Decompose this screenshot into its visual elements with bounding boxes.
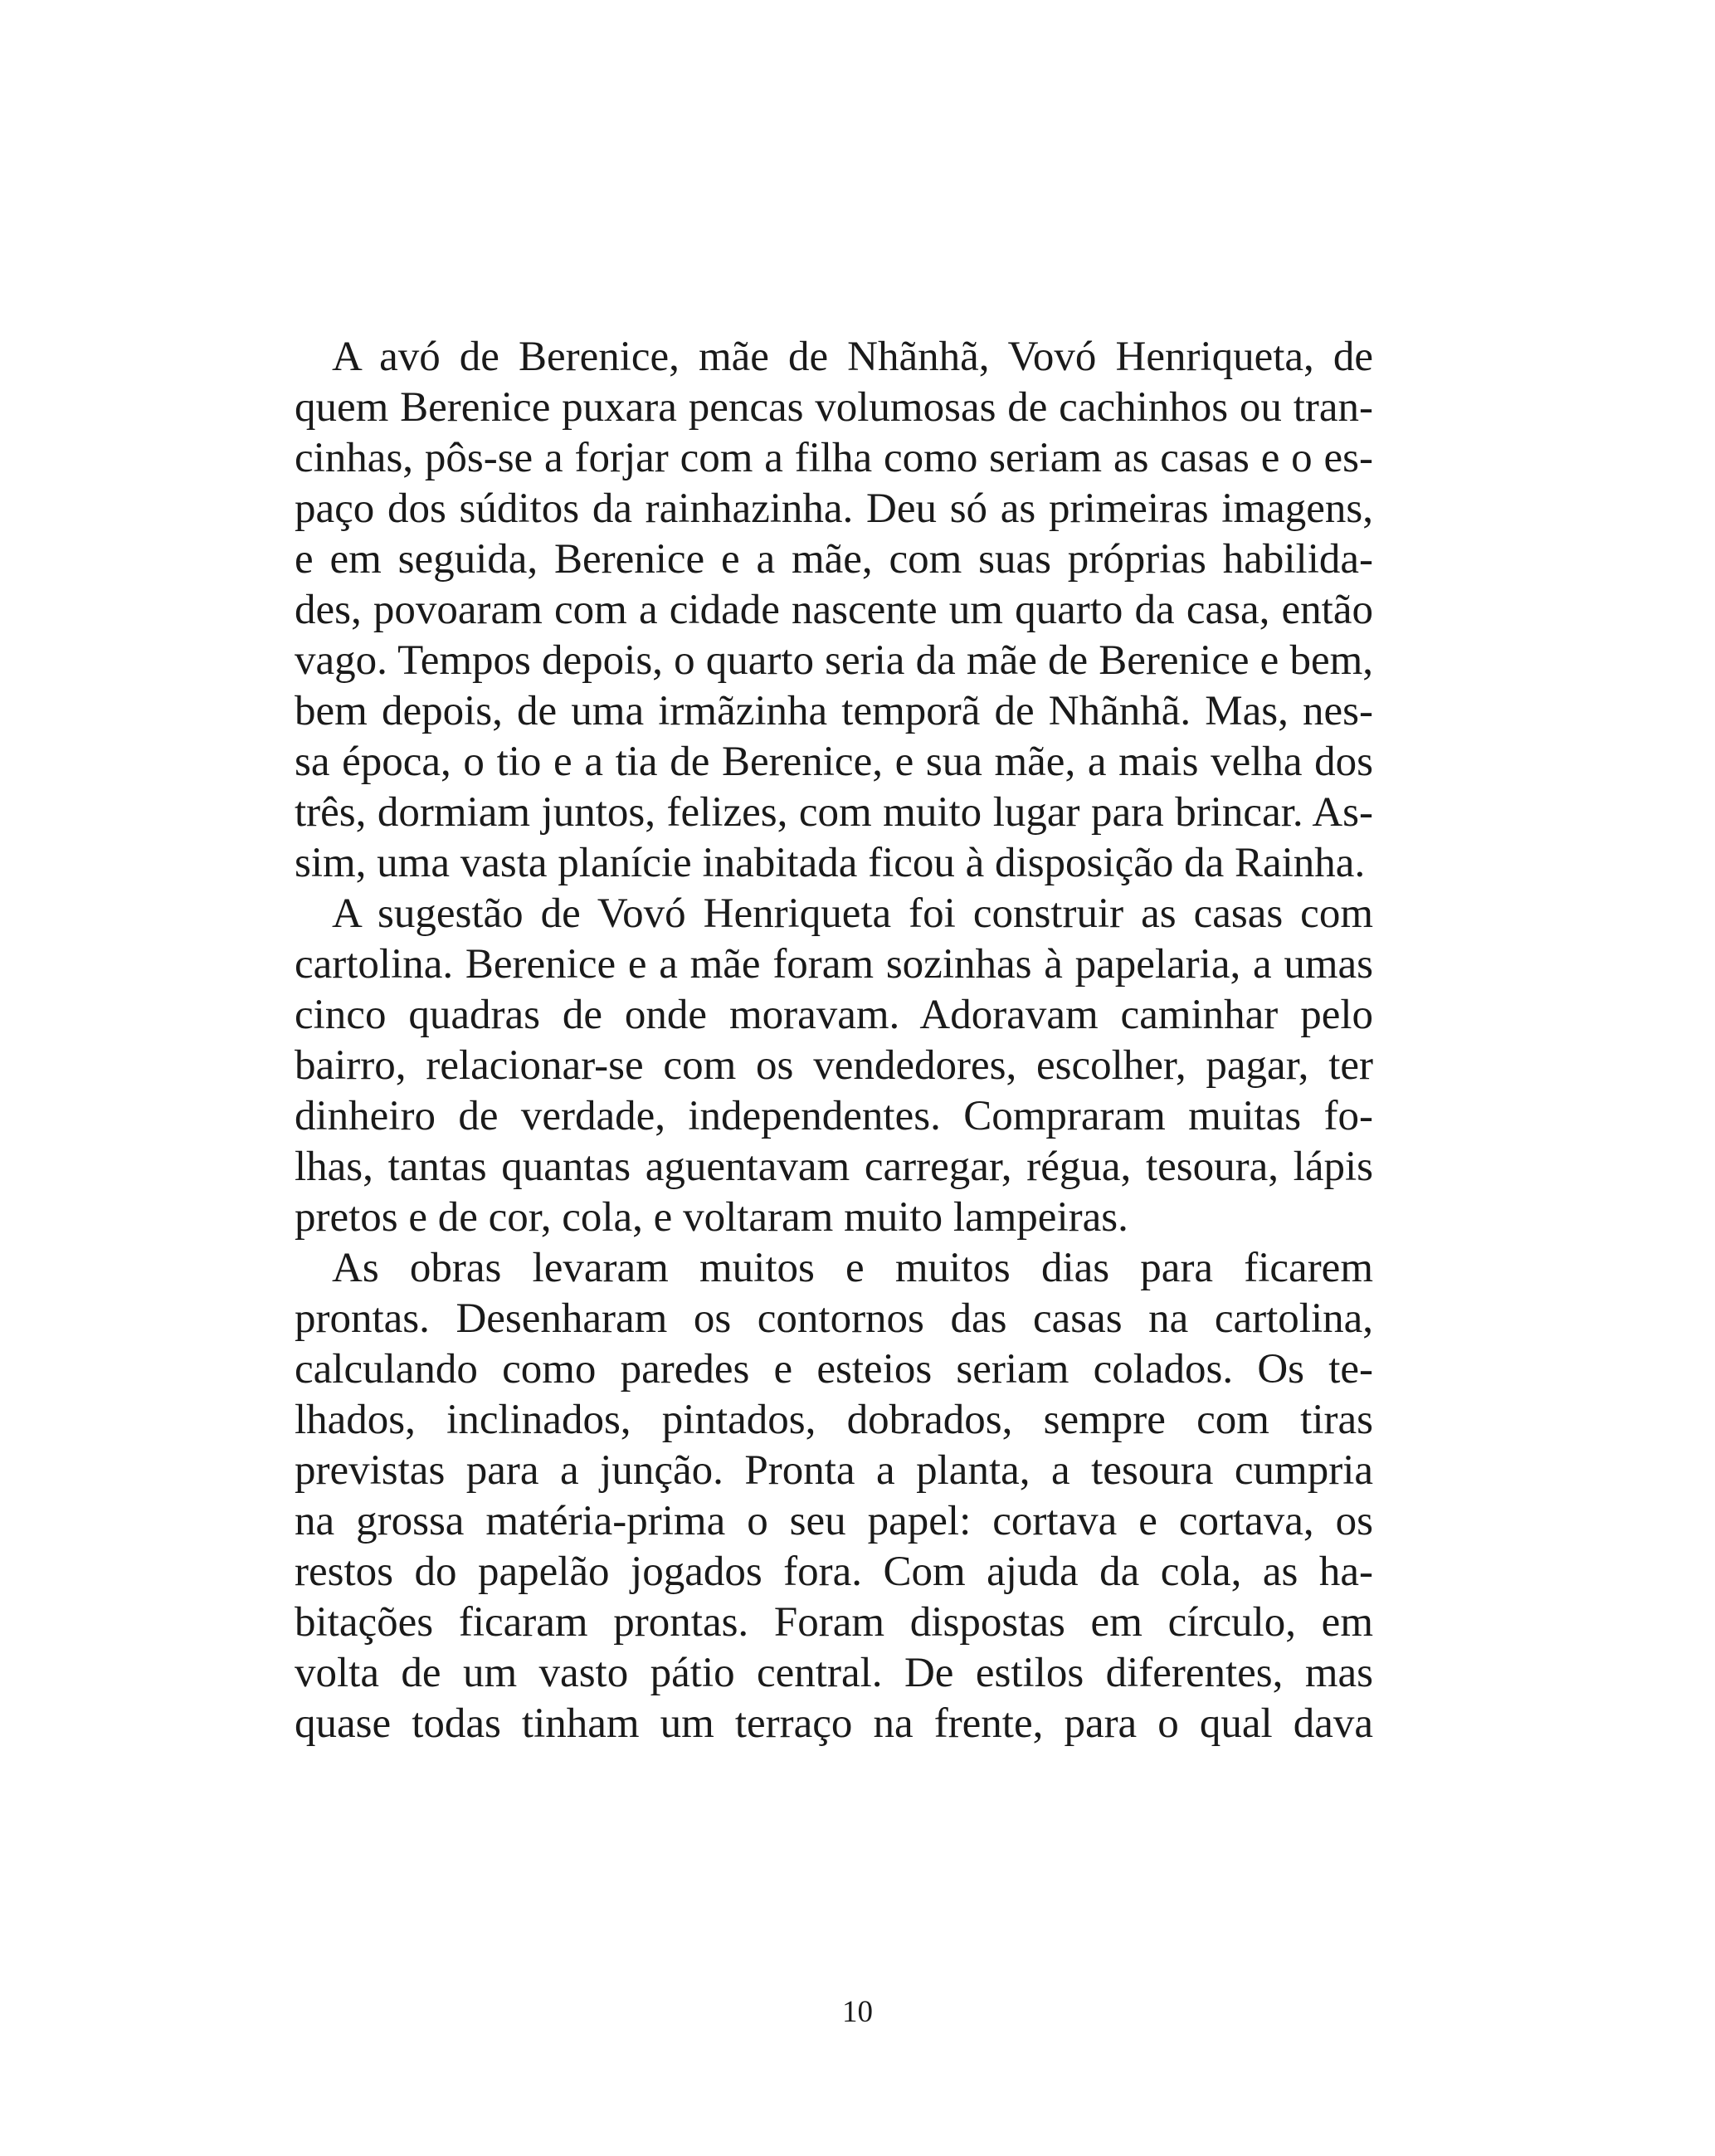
text-line: des, povoaram com a cidade nascente um quarto da casa, então	[295, 587, 1373, 633]
text-line: quem Berenice puxara pencas volumosas de cachinhos ou tran-	[295, 384, 1373, 431]
text-line: cinhas, pôs-se a forjar com a filha como seriam as casas e o es-	[295, 435, 1373, 481]
text-line: lhados, inclinados, pintados, dobrados, sempre com tiras	[295, 1397, 1373, 1443]
text-line: dinheiro de verdade, independentes. Compraram muitas fo-	[295, 1093, 1373, 1139]
text-line: paço dos súditos da rainhazinha. Deu só as primeiras imagens,	[295, 485, 1373, 532]
text-line: três, dormiam juntos, felizes, com muito lugar para brincar. As-	[295, 789, 1373, 836]
text-line: previstas para a junção. Pronta a planta, a tesoura cumpria	[295, 1447, 1373, 1494]
text-line: pretos e de cor, cola, e voltaram muito lampeiras.	[295, 1194, 1128, 1241]
text-line: cartolina. Berenice e a mãe foram sozinhas à papelaria, a umas	[295, 941, 1373, 988]
text-line: na grossa matéria-prima o seu papel: cortava e cortava, os	[295, 1498, 1373, 1544]
text-line: lhas, tantas quantas aguentavam carregar, régua, tesoura, lápis	[295, 1144, 1373, 1190]
text-line: bem depois, de uma irmãzinha temporã de Nhãnhã. Mas, nes-	[295, 688, 1373, 734]
text-line: sim, uma vasta planície inabitada ficou à disposição da Rainha.	[295, 840, 1366, 886]
text-line: cinco quadras de onde moravam. Adoravam caminhar pelo	[295, 992, 1373, 1038]
body-text	[295, 332, 1373, 1749]
text-line: restos do papelão jogados fora. Com ajuda da cola, as ha-	[295, 1549, 1373, 1595]
text-line: volta de um vasto pátio central. De estilos diferentes, mas	[295, 1650, 1373, 1696]
text-line: bairro, relacionar-se com os vendedores, escolher, pagar, ter	[295, 1042, 1373, 1089]
page-number: 10	[842, 1995, 873, 2029]
paragraph-2	[295, 889, 1373, 1243]
text-line: quase todas tinham um terraço na frente, para o qual dava	[295, 1700, 1373, 1747]
text-line: calculando como paredes e esteios seriam colados. Os te-	[295, 1346, 1373, 1393]
text-line: A avó de Berenice, mãe de Nhãnhã, Vovó Henriqueta, de	[332, 334, 1373, 380]
text-line: As obras levaram muitos e muitos dias para ficarem	[332, 1245, 1373, 1291]
text-line: sa época, o tio e a tia de Berenice, e sua mãe, a mais velha dos	[295, 739, 1373, 785]
text-line: e em seguida, Berenice e a mãe, com suas próprias habilida-	[295, 536, 1373, 583]
paragraph-1	[295, 332, 1373, 889]
text-line: vago. Tempos depois, o quarto seria da mãe de Berenice e bem,	[295, 637, 1373, 684]
text-line: A sugestão de Vovó Henriqueta foi construir as casas com	[332, 890, 1373, 937]
text-line: bitações ficaram prontas. Foram dispostas em círculo, em	[295, 1599, 1373, 1646]
paragraph-3	[295, 1243, 1373, 1749]
text-line: prontas. Desenharam os contornos das casas na cartolina,	[295, 1295, 1373, 1342]
